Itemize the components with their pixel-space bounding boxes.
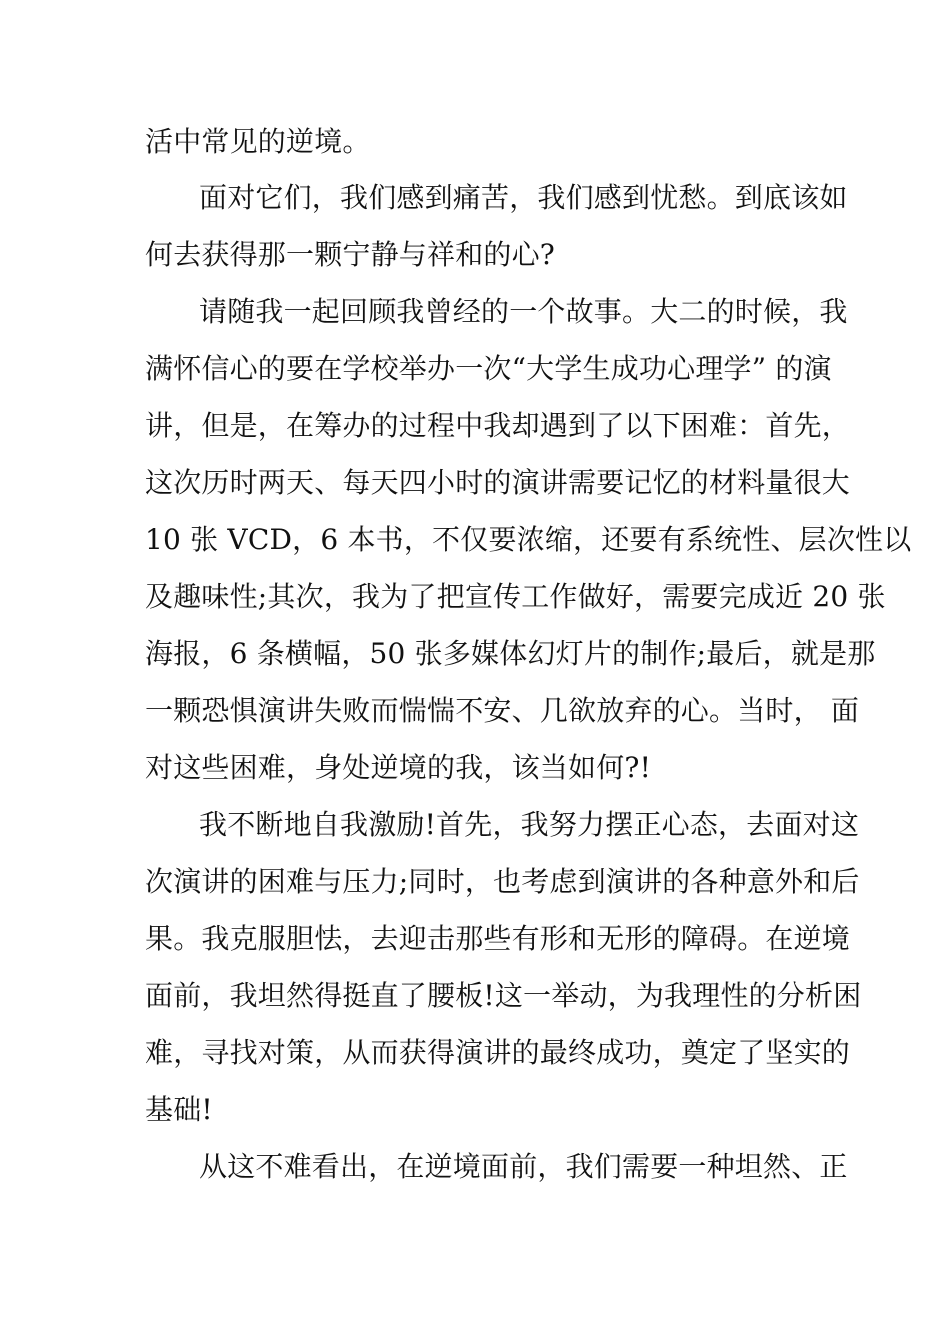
text-line: 何去获得那一颗宁静与祥和的心?: [145, 238, 556, 271]
text-line: 海报，6 条横幅，50 张多媒体幻灯片的制作;最后，就是那: [145, 637, 876, 670]
paragraph-start-line: 从这不难看出，在逆境面前，我们需要一种坦然、正: [199, 1150, 848, 1183]
text-line: 这次历时两天、每天四小时的演讲需要记忆的材料量很大: [145, 466, 851, 499]
text-line: 一颗恐惧演讲失败而惴惴不安、几欲放弃的心。当时， 面: [145, 694, 860, 727]
text-line: 活中常见的逆境。: [145, 125, 371, 158]
text-line: 对这些困难，身处逆境的我，该当如何?!: [145, 751, 652, 784]
paragraph-start-line: 请随我一起回顾我曾经的一个故事。大二的时候，我: [199, 295, 848, 328]
text-line: 果。我克服胆怯，去迎击那些有形和无形的障碍。在逆境: [145, 922, 851, 955]
text-line: 满怀信心的要在学校举办一次“大学生成功心理学” 的演: [145, 352, 832, 385]
text-line: 10 张 VCD，6 本书，不仅要浓缩，还要有系统性、层次性以: [145, 523, 912, 556]
text-line: 面前，我坦然得挺直了腰板!这一举动，为我理性的分析困: [145, 979, 862, 1012]
paragraph-start-line: 我不断地自我激励!首先，我努力摆正心态，去面对这: [199, 808, 860, 841]
text-line: 及趣味性;其次，我为了把宣传工作做好，需要完成近 20 张: [145, 580, 886, 613]
text-line: 难，寻找对策，从而获得演讲的最终成功，奠定了坚实的: [145, 1036, 851, 1069]
paragraph-start-line: 面对它们，我们感到痛苦，我们感到忧愁。到底该如: [199, 181, 848, 214]
text-line: 次演讲的困难与压力;同时，也考虑到演讲的各种意外和后: [145, 865, 860, 898]
text-line: 基础!: [145, 1093, 213, 1126]
text-line: 讲，但是，在筹办的过程中我却遇到了以下困难：首先，: [145, 409, 851, 442]
